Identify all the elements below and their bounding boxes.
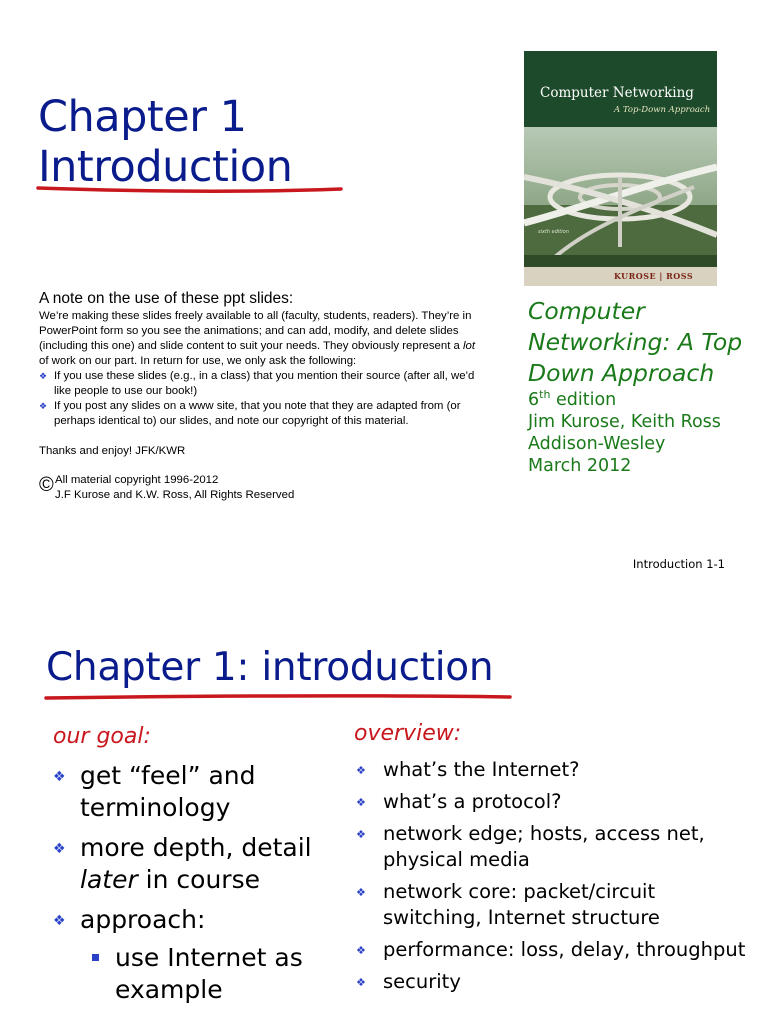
edition-word: edition bbox=[550, 390, 617, 410]
cover-subtitle: A Top-Down Approach bbox=[614, 105, 711, 115]
overview-text: what’s a protocol? bbox=[383, 790, 562, 813]
edition-suffix: th bbox=[539, 388, 551, 402]
overview-text: network edge; hosts, access net, physical media bbox=[383, 822, 705, 871]
book-cover-image bbox=[524, 51, 717, 286]
copyright-line: All material copyright 1996-2012 bbox=[55, 474, 219, 486]
list-item bbox=[356, 757, 756, 783]
diamond-bullet-icon: ❖ bbox=[39, 371, 48, 381]
overview-text: network core: packet/circuit switching, Internet structure bbox=[383, 880, 660, 929]
overview-heading: overview: bbox=[354, 721, 462, 746]
list-item bbox=[39, 369, 484, 399]
book-publisher: Addison-Wesley bbox=[528, 434, 666, 454]
goal-heading: our goal: bbox=[53, 724, 151, 749]
book-title-line: Down Approach bbox=[528, 359, 715, 387]
note-heading: A note on the use of these ppt slides: bbox=[39, 290, 294, 307]
list-item bbox=[39, 399, 484, 429]
copyright-line: J.F Kurose and K.W. Ross, All Rights Reserved bbox=[55, 489, 295, 501]
diamond-bullet-icon: ❖ bbox=[356, 764, 366, 777]
goal-text: in course bbox=[137, 865, 260, 894]
overview-list bbox=[356, 757, 756, 1001]
goal-text: approach: bbox=[80, 905, 206, 934]
edition-number: 6 bbox=[528, 390, 540, 410]
note-paragraph bbox=[39, 309, 484, 369]
list-item bbox=[53, 904, 343, 1006]
slide-title: Chapter 1: introduction bbox=[46, 645, 494, 690]
note-text: of work on our part. In return for use, we only ask the following: bbox=[39, 355, 357, 367]
slide-footer: Introduction 1-1 bbox=[632, 557, 725, 571]
list-item bbox=[356, 969, 756, 995]
diamond-bullet-icon: ❖ bbox=[356, 886, 366, 899]
goal-text: get “feel” and terminology bbox=[80, 761, 256, 822]
title-underline bbox=[44, 689, 514, 707]
overview-text: security bbox=[383, 970, 461, 993]
book-title bbox=[528, 296, 758, 389]
diamond-bullet-icon: ❖ bbox=[39, 401, 48, 411]
thanks-line: Thanks and enjoy! JFK/KWR bbox=[39, 445, 186, 457]
slide-2 bbox=[0, 600, 768, 1024]
list-item bbox=[356, 879, 756, 931]
cover-title: Computer Networking bbox=[540, 85, 694, 101]
usage-note bbox=[39, 290, 484, 503]
list-item bbox=[53, 832, 343, 896]
square-bullet-icon bbox=[92, 954, 99, 961]
bullet-text: If you use these slides (e.g., in a class) that you mention their source (after all, we’d like people to use our book!) bbox=[54, 370, 475, 397]
bullet-text: If you post any slides on a www site, that you note that they are adapted from (or perhaps identical to) our slides, and note our copyright of this material. bbox=[54, 400, 461, 427]
list-item bbox=[356, 789, 756, 815]
list-item bbox=[356, 821, 756, 873]
book-authors: Jim Kurose, Keith Ross bbox=[528, 412, 721, 432]
title-line-1: Chapter 1 bbox=[38, 92, 247, 142]
copyright-block bbox=[39, 473, 484, 503]
list-item bbox=[80, 942, 343, 1006]
diamond-bullet-icon: ❖ bbox=[356, 976, 366, 989]
book-date: March 2012 bbox=[528, 456, 632, 476]
diamond-bullet-icon: ❖ bbox=[53, 769, 66, 785]
cover-edition: sixth edition bbox=[538, 229, 569, 235]
title-underline bbox=[36, 176, 348, 198]
note-text: We’re making these slides freely available to all (faculty, students, readers). They’re in PowerPoint form so you see the animations; and can add, modify, and delete slides (including this one) and slide content to suit your needs. They obviously represent a bbox=[39, 310, 472, 352]
goal-text: more depth, detail bbox=[80, 833, 312, 862]
goal-sub-list bbox=[80, 942, 343, 1006]
list-item bbox=[356, 937, 756, 963]
book-title-line: Networking: A Top bbox=[528, 328, 743, 356]
diamond-bullet-icon: ❖ bbox=[356, 796, 366, 809]
diamond-bullet-icon: ❖ bbox=[356, 944, 366, 957]
overview-text: what’s the Internet? bbox=[383, 758, 580, 781]
cover-authors: KUROSE | ROSS bbox=[614, 271, 694, 281]
diamond-bullet-icon: ❖ bbox=[53, 841, 66, 857]
copyright-icon: © bbox=[39, 474, 54, 496]
book-title-line: Computer bbox=[528, 297, 645, 325]
list-item bbox=[53, 760, 343, 824]
highway-interchange-photo bbox=[524, 127, 717, 267]
diamond-bullet-icon: ❖ bbox=[53, 913, 66, 929]
note-emphasis: lot bbox=[463, 340, 476, 352]
overview-text: performance: loss, delay, throughput bbox=[383, 938, 746, 961]
title-line-2: Introduction bbox=[38, 142, 293, 192]
goal-sub-text: use Internet as example bbox=[115, 943, 303, 1004]
goal-emphasis: later bbox=[80, 865, 138, 894]
book-edition bbox=[528, 389, 758, 411]
book-info bbox=[528, 296, 758, 477]
diamond-bullet-icon: ❖ bbox=[356, 828, 366, 841]
note-bullet-list bbox=[39, 369, 484, 429]
goal-list bbox=[53, 760, 343, 1014]
